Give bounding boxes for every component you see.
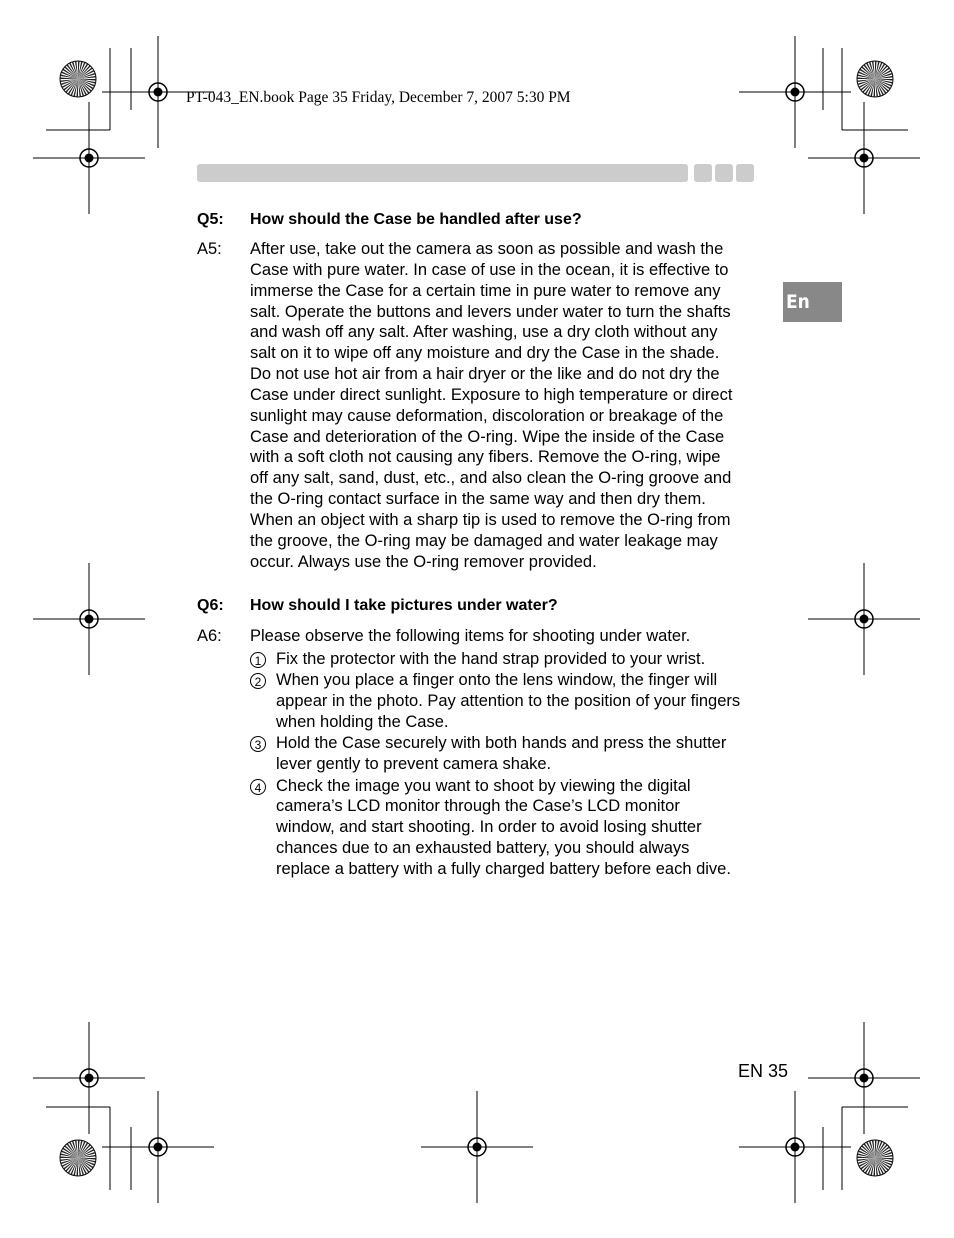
answer-line: Case with pure water. In case of use in the ocean, it is effective to [250,260,729,279]
print-header: PT-043_EN.book Page 35 Friday, December 7, 2007 5:30 PM [186,89,571,106]
list-item-line: When you place a finger onto the lens window, the finger will [276,671,718,690]
list-item-line: Hold the Case securely with both hands and press the shutter [276,734,727,753]
answer-intro-text: Please observe the following items for shooting under water. [250,627,691,645]
registration-target [808,102,920,214]
banner-bar [197,164,688,182]
registration-target [102,1091,214,1203]
registration-target [421,1091,533,1203]
page-number: EN 35 [738,1061,789,1081]
question-text: How should I take pictures under water? [250,597,558,614]
answer-line: off any salt, sand, dust, etc., and also clean the O-ring groove and [250,469,732,488]
registration-target [808,563,920,675]
list-item [250,649,770,670]
list-item-line: appear in the photo. Pay attention to the position of your fingers [276,692,741,711]
circled-number: 2 [250,673,266,689]
answer-6-list [250,649,770,880]
list-item-line: lever gently to prevent camera shake. [276,755,552,774]
registration-target [33,563,145,675]
list-item [250,733,770,775]
answer-line: salt. Operate the buttons and levers under water to turn the shafts [250,302,731,321]
answer-line: Case under direct sunlight. Exposure to high temperature or direct [250,385,733,404]
list-item-line: camera’s LCD monitor through the Case’s LCD monitor [276,797,680,816]
question-label: Q6: [197,597,224,614]
list-item-line: when holding the Case. [276,713,449,732]
answer-line: Do not use hot air from a hair dryer or the like and do not dry the [250,365,720,384]
banner-square [715,164,733,182]
answer-line: sunlight may cause deformation, discoloration or breakage of the [250,406,724,425]
answer-5-text [250,239,765,573]
list-item-line: Check the image you want to shoot by viewing the digital [276,776,691,795]
registration-target [808,1022,920,1134]
language-tab: En [783,282,842,322]
registration-target [33,102,145,214]
starburst-mark [857,1140,893,1176]
answer-label: A5: [197,240,222,258]
answer-6-intro [250,626,765,647]
circled-number: 3 [250,736,266,752]
list-item-line: chances due to an exhausted battery, you should always [276,839,690,858]
answer-line: and wash off any salt. After washing, use a dry cloth without any [250,323,718,342]
starburst-mark [857,61,893,97]
registration-target [33,1022,145,1134]
registration-target [739,36,851,148]
answer-line: with a soft cloth not causing any fibers. Remove the O-ring, wipe [250,448,721,467]
question-text: How should the Case be handled after use? [250,211,582,228]
answer-line: immerse the Case for a certain time in pure water to remove any [250,281,721,300]
list-item-line: replace a battery with a fully charged battery before each dive. [276,859,731,878]
starburst-mark [60,61,96,97]
list-item [250,670,770,733]
answer-line: When an object with a sharp tip is used to remove the O-ring from [250,510,731,529]
answer-line: the O-ring contact surface in the same way and then dry them. [250,490,706,509]
list-item-line: Fix the protector with the hand strap provided to your wrist. [276,650,706,668]
list-item [250,776,770,880]
list-item-line: window, and start shooting. In order to avoid losing shutter [276,818,702,837]
answer-label: A6: [197,627,222,645]
answer-line: Case and deterioration of the O-ring. Wipe the inside of the Case [250,427,725,446]
circled-number: 1 [250,652,266,668]
answer-line: salt on it to wipe off any moisture and dry the Case in the shade. [250,344,720,363]
section-banner [197,164,757,182]
banner-square [736,164,754,182]
circled-number: 4 [250,779,266,795]
registration-target [739,1091,851,1203]
question-label: Q5: [197,211,224,228]
answer-line: occur. Always use the O-ring remover provided. [250,552,597,571]
answer-line: the groove, the O-ring may be damaged and water leakage may [250,531,718,550]
banner-square [694,164,712,182]
answer-line: After use, take out the camera as soon as possible and wash the [250,240,724,258]
starburst-mark [60,1140,96,1176]
